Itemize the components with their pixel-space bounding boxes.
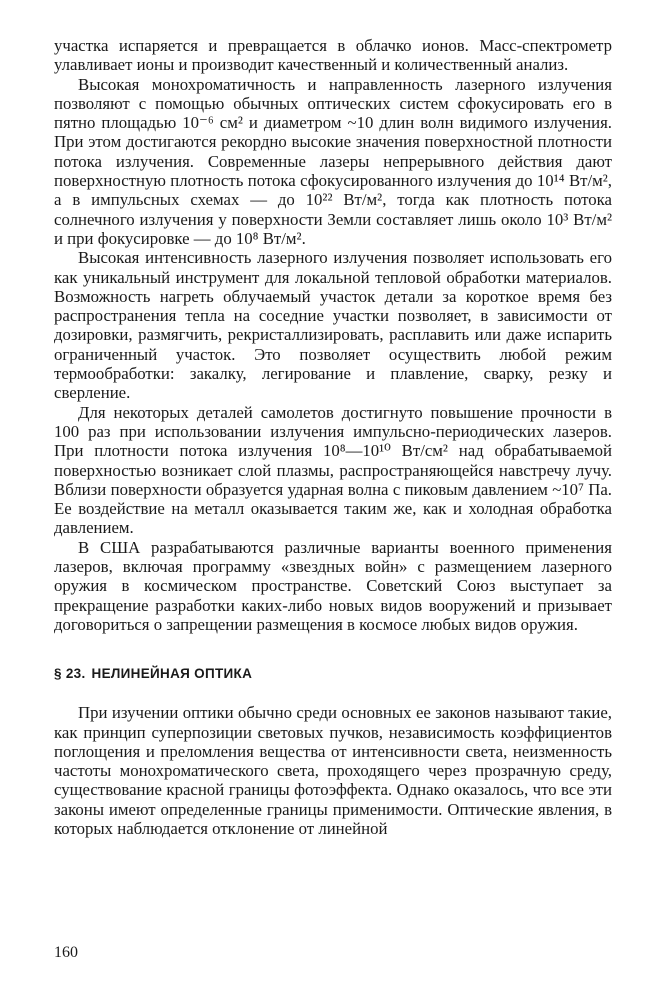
text-block-after — [54, 703, 612, 838]
paragraph-4: Для некоторых деталей самолетов достигнуто повышение прочности в 100 раз при использовании излучения импульсно-периодических лазеров. При плотности потока излучения 10⁸—10¹⁰ Вт/см² над обрабатываемой поверхностью возникает слой плазмы, распространяющейся навстречу лучу. Вблизи поверхности образуется ударная волна с пиковым давлением ~10⁷ Па. Ее воздействие на металл оказывается таким же, как и холодная обработка давлением. — [54, 402, 612, 538]
paragraph-1: участка испаряется и превращается в облачко ионов. Масс-спектрометр улавливает ионы и производит качественный и количественный анализ. — [54, 36, 612, 75]
section-number: § 23. — [54, 666, 86, 682]
text-block-before — [54, 36, 612, 634]
section-heading — [54, 666, 612, 681]
page-number: 160 — [54, 944, 78, 961]
paragraph-6: При изучении оптики обычно среди основных ее законов называют такие, как принцип суперпозиции световых пучков, независимость коэффициентов поглощения и преломления вещества от интенсивности света, неизменность частоты монохроматического света, проходящего через прозрачную среду, существование красной границы фотоэффекта. Однако оказалось, что все эти законы имеют определенные границы применимости. Оптические явления, в которых наблюдается отклонение от линейной — [54, 703, 612, 838]
paragraph-3: Высокая интенсивность лазерного излучения позволяет использовать его как уникальный инструмент для локальной тепловой обработки материалов. Возможность нагреть облучаемый участок детали за короткое время без распространения тепла на соседние участки позволяет, в зависимости от дозировки, размягчить, рекристаллизировать, расплавить или даже испарить ограниченный участок. Это позволяет осуществить любой режим термообработки: закалку, легирование и плавление, сварку, резку и сверление. — [54, 248, 612, 403]
section-title: НЕЛИНЕЙНАЯ ОПТИКА — [91, 666, 253, 682]
paragraph-2: Высокая монохроматичность и направленность лазерного излучения позволяют с помощью обычных оптических систем сфокусировать его в пятно площадью 10⁻⁶ см² и диаметром ~10 длин волн видимого излучения. При этом достигаются рекордно высокие значения поверхностной плотности потока излучения. Современные лазеры непрерывного действия дают поверхностную плотность потока сфокусированного излучения до 10¹⁴ Вт/м², а в импульсных схемах — до 10²² Вт/м², тогда как плотность потока солнечного излучения у поверхности Земли составляет лишь около 10³ Вт/м² и при фокусировке — до 10⁸ Вт/м². — [54, 74, 612, 248]
paragraph-5: В США разрабатываются различные варианты военного применения лазеров, включая программу «звездных войн» с размещением лазерного оружия в космическом пространстве. Советский Союз выступает за прекращение разработки каких-либо новых видов вооружений и призывает договориться о запрещении размещения в космосе любых видов оружия. — [54, 537, 612, 634]
